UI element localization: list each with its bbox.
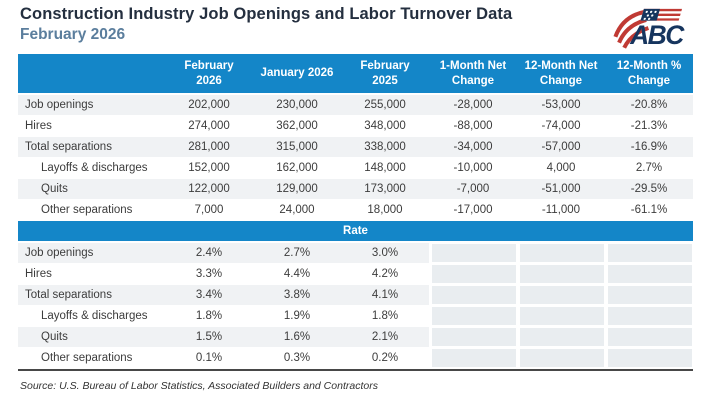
row-label: Layoffs & discharges: [41, 310, 148, 322]
abc-logo-icon: [611, 6, 699, 50]
value-cell: 148,000: [364, 162, 406, 174]
empty-cell: [605, 243, 693, 263]
empty-cell-fill: [432, 349, 516, 367]
row-label: Total separations: [25, 141, 112, 153]
value-cell: 1.6%: [283, 331, 311, 343]
value-cell: 362,000: [276, 120, 318, 132]
value-cell: 7,000: [194, 204, 224, 216]
value-cell: -74,000: [541, 120, 581, 132]
value-cell: 4.4%: [283, 268, 311, 280]
rate-row-total-separations: [18, 285, 693, 305]
value-cell: 1.5%: [195, 331, 223, 343]
empty-cell: [517, 327, 605, 347]
empty-cell: [605, 285, 693, 305]
value-cell: -53,000: [541, 99, 581, 111]
empty-cell: [429, 306, 517, 326]
value-cell: 162,000: [276, 162, 318, 174]
value-cell: 281,000: [188, 141, 230, 153]
jolts-table: [18, 54, 693, 371]
level-row-hires: [18, 116, 693, 136]
value-cell: 18,000: [367, 204, 403, 216]
value-cell: 122,000: [188, 183, 230, 195]
empty-cell-fill: [608, 244, 692, 262]
abc-logo-text: ABC: [630, 20, 683, 50]
empty-cell: [605, 327, 693, 347]
page-title: Construction Industry Job Openings and Labor Turnover Data: [20, 5, 513, 23]
rate-row-quits: [18, 327, 693, 347]
empty-cell-fill: [608, 265, 692, 283]
empty-cell: [429, 264, 517, 284]
level-row-quits: [18, 179, 693, 199]
value-cell: 255,000: [364, 99, 406, 111]
row-label: Job openings: [25, 247, 94, 259]
row-label: Other separations: [41, 204, 133, 216]
value-cell: 348,000: [364, 120, 406, 132]
value-cell: -10,000: [453, 162, 493, 174]
empty-cell-fill: [520, 265, 604, 283]
value-cell: 4.1%: [371, 289, 399, 301]
row-label: Hires: [25, 268, 52, 280]
value-cell: 4.2%: [371, 268, 399, 280]
empty-cell-fill: [520, 328, 604, 346]
value-cell: 2.4%: [195, 247, 223, 259]
empty-cell-fill: [608, 307, 692, 325]
row-label: Quits: [41, 183, 68, 195]
value-cell: -17,000: [453, 204, 493, 216]
header-cell-jan-2026: January 2026: [260, 67, 334, 80]
empty-cell: [429, 243, 517, 263]
row-label: Quits: [41, 331, 68, 343]
level-row-layoffs-discharges: [18, 158, 693, 178]
empty-cell: [517, 264, 605, 284]
row-label: Hires: [25, 120, 52, 132]
level-row-other-separations: [18, 200, 693, 220]
value-cell: 129,000: [276, 183, 318, 195]
rate-section-band: Rate: [18, 221, 693, 241]
value-cell: 0.3%: [283, 352, 311, 364]
value-cell: -57,000: [541, 141, 581, 153]
value-cell: 173,000: [364, 183, 406, 195]
level-row-job-openings: [18, 95, 693, 115]
value-cell: -34,000: [453, 141, 493, 153]
value-cell: -16.9%: [630, 141, 668, 153]
rate-row-job-openings: [18, 243, 693, 263]
value-cell: 4,000: [546, 162, 576, 174]
header-cell-12m-net: 12-Month Net Change: [524, 60, 598, 87]
value-cell: 338,000: [364, 141, 406, 153]
value-cell: 3.8%: [283, 289, 311, 301]
value-cell: 2.7%: [283, 247, 311, 259]
value-cell: 0.1%: [195, 352, 223, 364]
value-cell: -21.3%: [630, 120, 668, 132]
row-label: Total separations: [25, 289, 112, 301]
empty-cell-fill: [608, 349, 692, 367]
value-cell: -61.1%: [630, 204, 668, 216]
value-cell: -28,000: [453, 99, 493, 111]
rate-row-layoffs-discharges: [18, 306, 693, 326]
value-cell: 1.8%: [371, 310, 399, 322]
empty-cell-fill: [520, 286, 604, 304]
value-cell: -7,000: [456, 183, 490, 195]
table-header-row: [18, 54, 693, 93]
empty-cell: [429, 285, 517, 305]
value-cell: -11,000: [541, 204, 581, 216]
rate-row-other-separations: [18, 348, 693, 368]
value-cell: 274,000: [188, 120, 230, 132]
value-cell: 0.2%: [371, 352, 399, 364]
empty-cell: [429, 348, 517, 368]
row-label: Job openings: [25, 99, 94, 111]
empty-cell: [517, 348, 605, 368]
value-cell: -51,000: [541, 183, 581, 195]
value-cell: 315,000: [276, 141, 318, 153]
value-cell: 152,000: [188, 162, 230, 174]
value-cell: 202,000: [188, 99, 230, 111]
value-cell: 3.0%: [371, 247, 399, 259]
empty-cell-fill: [432, 307, 516, 325]
value-cell: -29.5%: [630, 183, 668, 195]
empty-cell-fill: [432, 286, 516, 304]
header-cell-feb-2025: February 2025: [360, 60, 410, 87]
value-cell: -20.8%: [630, 99, 668, 111]
value-cell: 3.4%: [195, 289, 223, 301]
header-cell-feb-2026: February 2026: [184, 60, 234, 87]
empty-cell-fill: [608, 286, 692, 304]
empty-cell: [605, 306, 693, 326]
header-cell-12m-pct: 12-Month % Change: [616, 60, 682, 87]
value-cell: 1.9%: [283, 310, 311, 322]
report-header: [0, 0, 711, 55]
empty-cell-fill: [432, 328, 516, 346]
header-cell-1m-net: 1-Month Net Change: [439, 60, 507, 87]
empty-cell-fill: [432, 244, 516, 262]
value-cell: 3.3%: [195, 268, 223, 280]
empty-cell: [517, 285, 605, 305]
report-titles: [20, 5, 512, 44]
value-cell: 24,000: [279, 204, 315, 216]
level-row-total-separations: [18, 137, 693, 157]
empty-cell-fill: [520, 244, 604, 262]
table-bottom-rule: [18, 369, 693, 371]
levels-section: [18, 95, 693, 220]
value-cell: 1.8%: [195, 310, 223, 322]
empty-cell-fill: [432, 265, 516, 283]
value-cell: -88,000: [453, 120, 493, 132]
empty-cell: [429, 327, 517, 347]
value-cell: 2.1%: [371, 331, 399, 343]
source-attribution: Source: U.S. Bureau of Labor Statistics, Associated Builders and Contractors: [20, 380, 378, 392]
empty-cell: [517, 306, 605, 326]
empty-cell: [605, 348, 693, 368]
value-cell: 2.7%: [635, 162, 663, 174]
value-cell: 230,000: [276, 99, 318, 111]
empty-cell: [517, 243, 605, 263]
rate-row-hires: [18, 264, 693, 284]
empty-cell-fill: [520, 307, 604, 325]
row-label: Layoffs & discharges: [41, 162, 148, 174]
empty-cell-fill: [520, 349, 604, 367]
page-subtitle: February 2026: [20, 26, 126, 43]
header-cell-blank: [18, 54, 165, 93]
empty-cell: [605, 264, 693, 284]
abc-logo: [611, 6, 699, 55]
empty-cell-fill: [608, 328, 692, 346]
rate-section: [18, 243, 693, 368]
row-label: Other separations: [41, 352, 133, 364]
